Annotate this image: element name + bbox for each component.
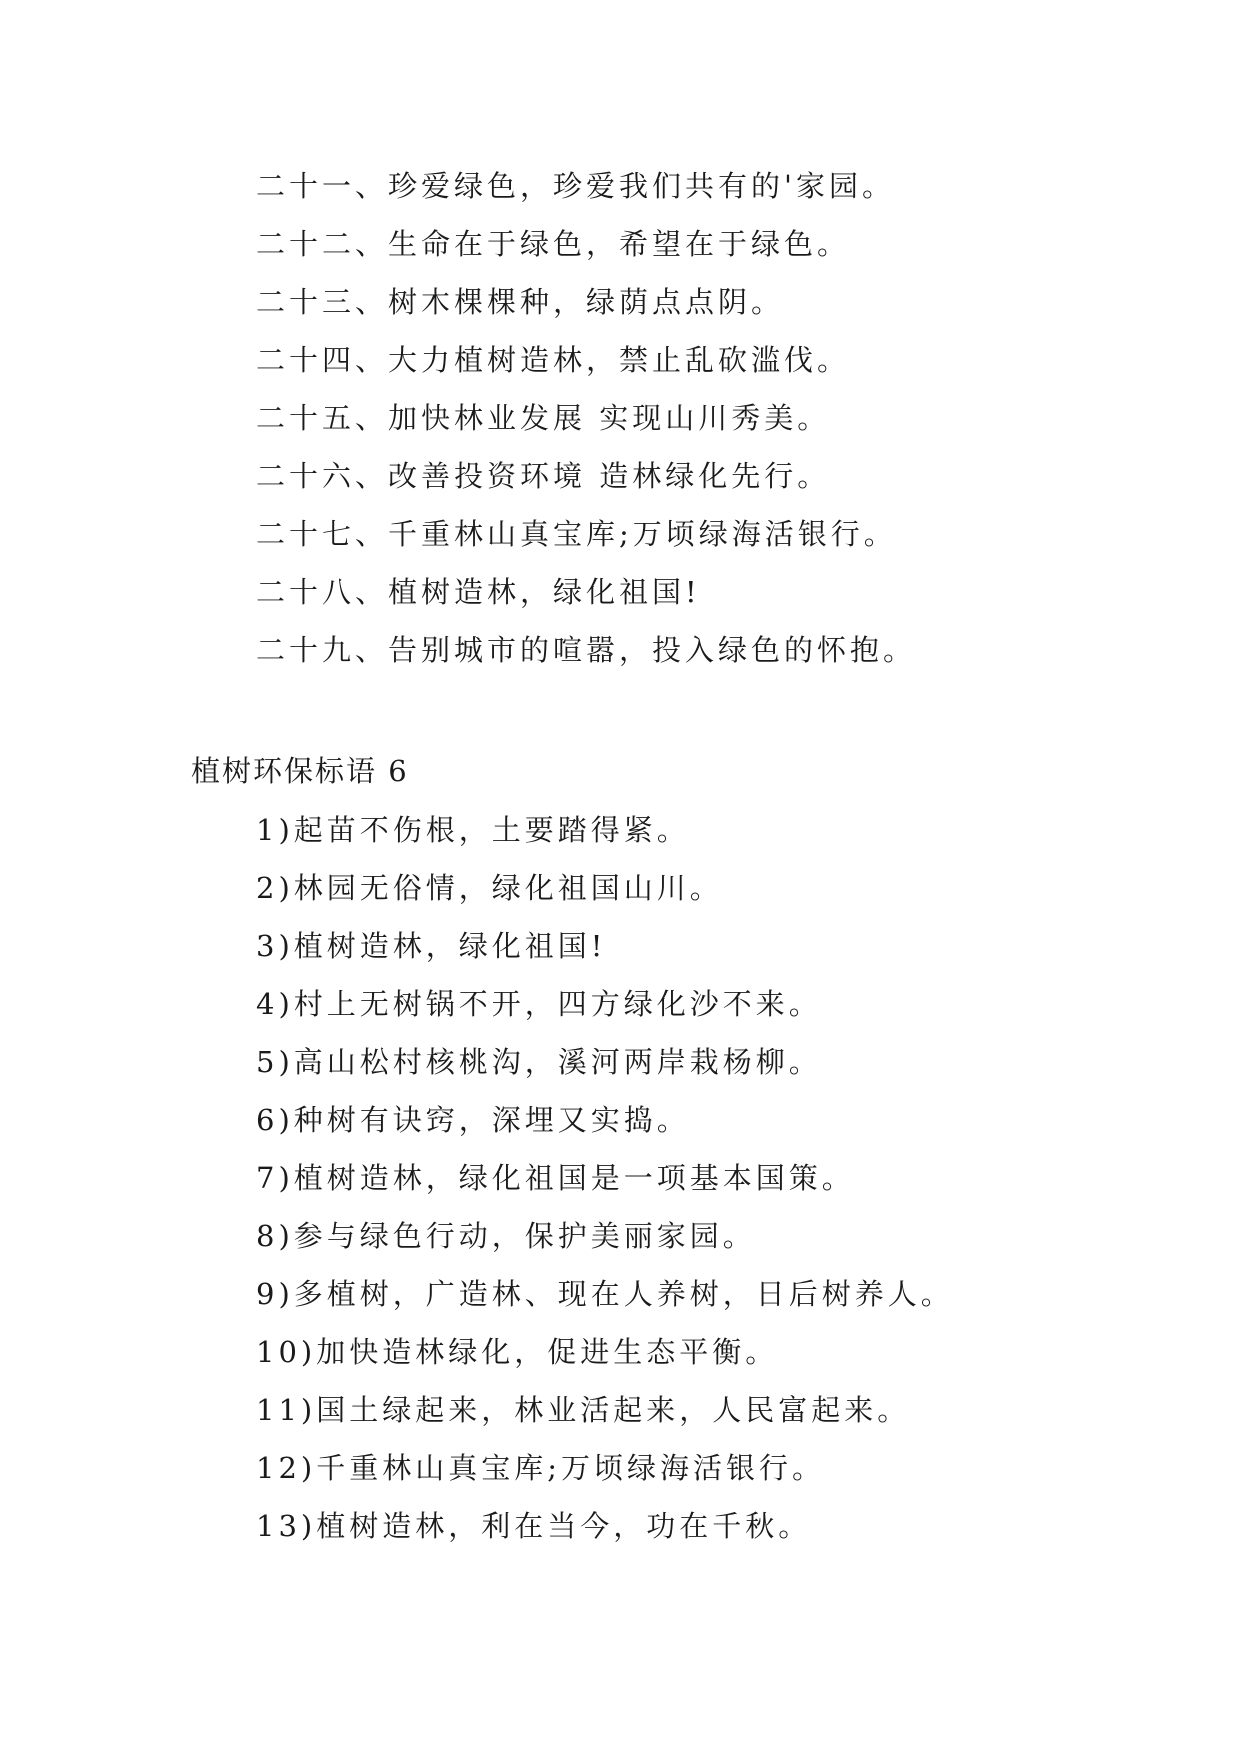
list-item: 2)林园无俗情，绿化祖国山川。 bbox=[256, 871, 723, 905]
list-item: 10)加快造林绿化，促进生态平衡。 bbox=[256, 1335, 779, 1369]
list-item: 二十六、改善投资环境 造林绿化先行。 bbox=[256, 459, 831, 493]
list-item: 3)植树造林，绿化祖国! bbox=[256, 929, 607, 963]
list-item: 6)种树有诀窍，深埋又实捣。 bbox=[256, 1103, 690, 1137]
list-item: 二十五、加快林业发展 实现山川秀美。 bbox=[256, 401, 831, 435]
slogan-list-6 bbox=[256, 801, 954, 1555]
list-item: 11)国土绿起来，林业活起来，人民富起来。 bbox=[256, 1393, 911, 1427]
list-item: 二十九、告别城市的喧嚣，投入绿色的怀抱。 bbox=[256, 633, 917, 667]
list-item: 二十八、植树造林，绿化祖国! bbox=[256, 575, 701, 609]
list-item: 4)村上无树锅不开，四方绿化沙不来。 bbox=[256, 987, 822, 1021]
list-item: 5)高山松村核桃沟，溪河两岸栽杨柳。 bbox=[256, 1045, 822, 1079]
list-item: 二十七、千重林山真宝库;万顷绿海活银行。 bbox=[256, 517, 897, 551]
section-title: 植树环保标语 6 bbox=[191, 754, 409, 788]
list-item: 二十二、生命在于绿色，希望在于绿色。 bbox=[256, 227, 851, 261]
list-item: 二十四、大力植树造林，禁止乱砍滥伐。 bbox=[256, 343, 851, 377]
list-item: 9)多植树，广造林、现在人养树，日后树养人。 bbox=[256, 1277, 954, 1311]
list-item: 二十一、珍爱绿色，珍爱我们共有的'家园。 bbox=[256, 169, 895, 203]
list-item: 13)植树造林，利在当今，功在千秋。 bbox=[256, 1509, 812, 1543]
list-item: 12)千重林山真宝库;万顷绿海活银行。 bbox=[256, 1451, 825, 1485]
slogan-list-continued bbox=[256, 157, 916, 679]
list-item: 8)参与绿色行动，保护美丽家园。 bbox=[256, 1219, 756, 1253]
list-item: 7)植树造林，绿化祖国是一项基本国策。 bbox=[256, 1161, 855, 1195]
list-item: 二十三、树木棵棵种，绿荫点点阴。 bbox=[256, 285, 785, 319]
list-item: 1)起苗不伤根，土要踏得紧。 bbox=[256, 813, 690, 847]
